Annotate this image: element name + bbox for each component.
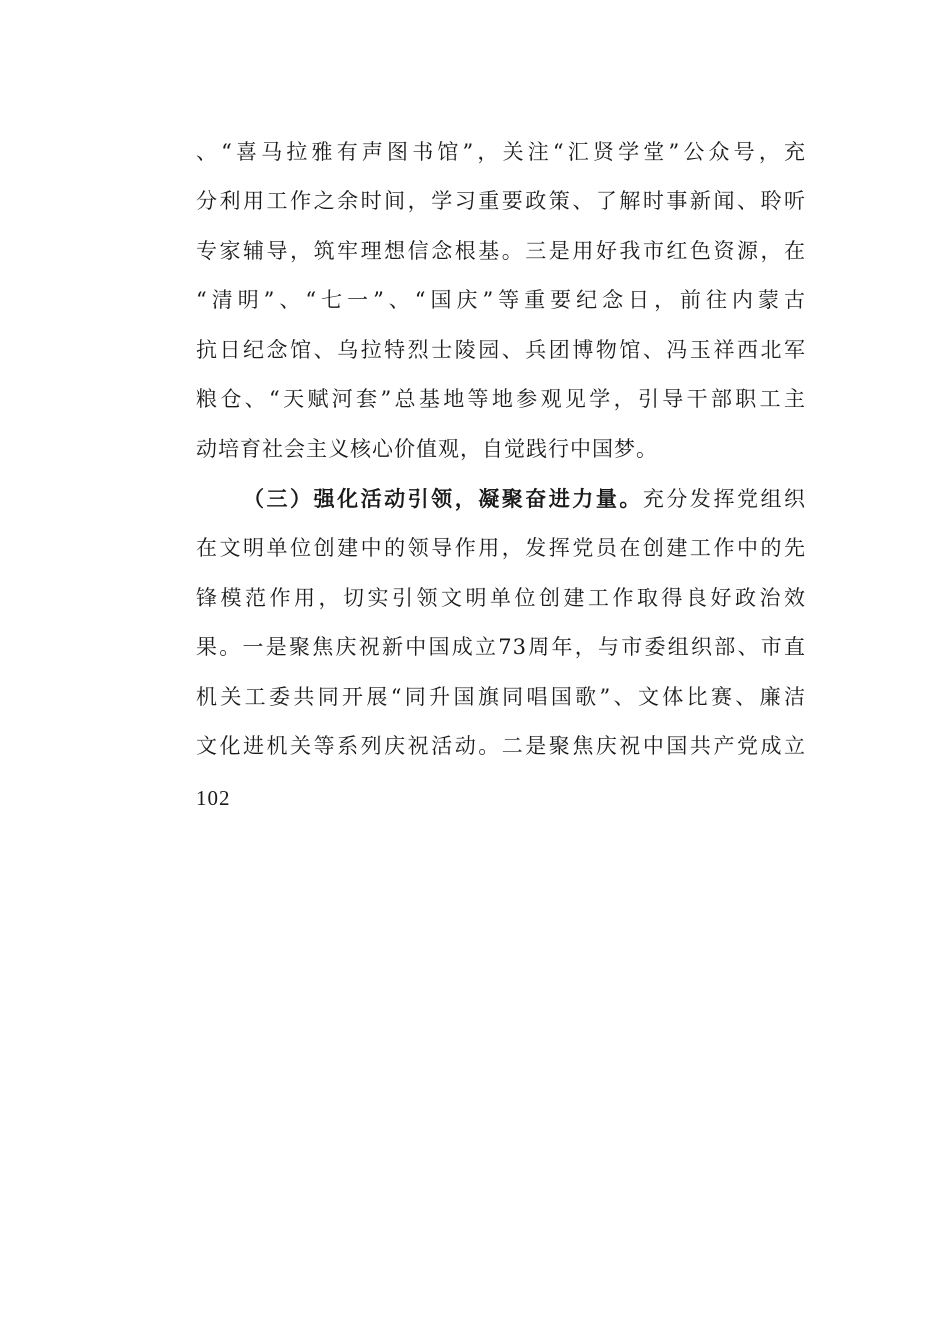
paragraph-1-line-7: 动培育社会主义核心价值观，自觉践行中国梦。 — [196, 437, 658, 461]
section-heading: （三）强化活动引领，凝聚奋进力量。 — [243, 486, 643, 511]
paragraph-2-first-line — [243, 484, 806, 514]
paragraph-1-line-3: 专家辅导，筑牢理想信念根基。三是用好我市红色资源，在 — [196, 239, 806, 263]
paragraph-2-first-line-text: 充分发挥党组织 — [642, 487, 807, 511]
paragraph-1-line-6: 粮仓、“天赋河套”总基地等地参观见学，引导干部职工主 — [196, 387, 806, 411]
paragraph-2-line-4: 果。一是聚焦庆祝新中国成立73周年，与市委组织部、市直 — [196, 635, 806, 659]
paragraph-2-line-2: 在文明单位创建中的领导作用，发挥党员在创建工作中的先 — [196, 536, 806, 560]
paragraph-1-line-1: 、“喜马拉雅有声图书馆”，关注“汇贤学堂”公众号，充 — [196, 140, 806, 164]
paragraph-2-line-3: 锋模范作用，切实引领文明单位创建工作取得良好政治效 — [196, 586, 806, 610]
paragraph-1-line-2: 分利用工作之余时间，学习重要政策、了解时事新闻、聆听 — [196, 189, 806, 213]
paragraph-1-line-4: “清明”、“七一”、“国庆”等重要纪念日，前往内蒙古 — [196, 288, 806, 312]
paragraph-2-line-6: 文化进机关等系列庆祝活动。二是聚焦庆祝中国共产党成立 — [196, 734, 806, 758]
paragraph-1-line-5: 抗日纪念馆、乌拉特烈士陵园、兵团博物馆、冯玉祥西北军 — [196, 338, 806, 362]
paragraph-2-line-5: 机关工委共同开展“同升国旗同唱国歌”、文体比赛、廉洁 — [196, 685, 806, 709]
page-number: 102 — [196, 786, 231, 810]
